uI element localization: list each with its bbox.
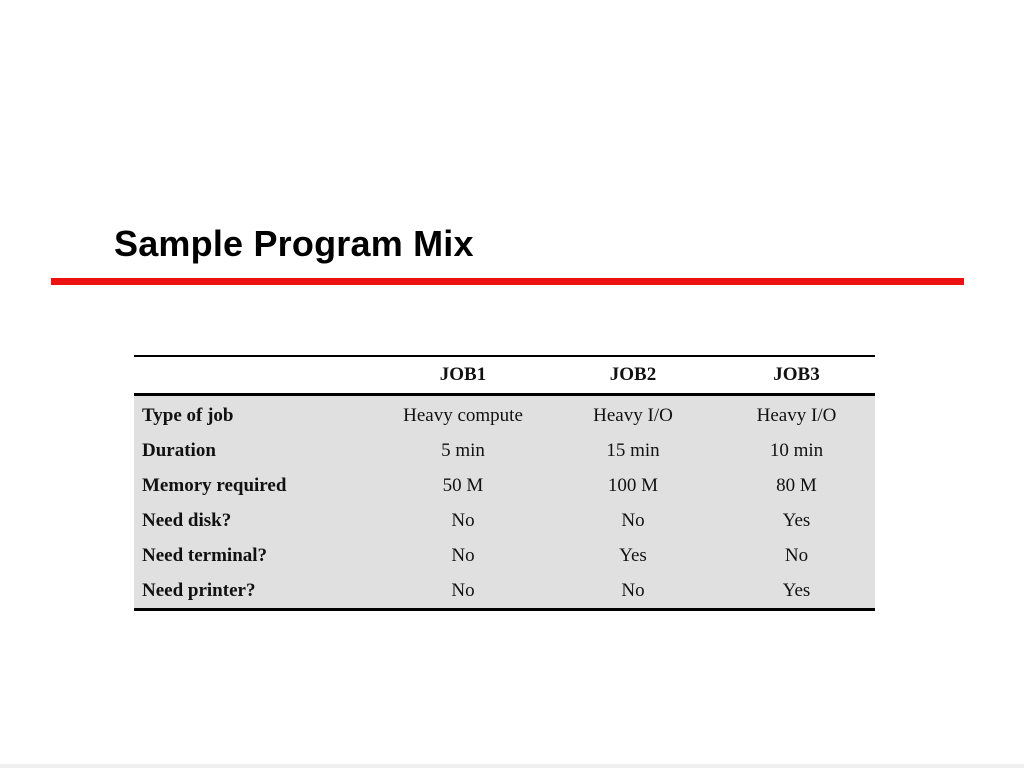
row-label-need-printer: Need printer? <box>142 579 256 601</box>
table-cell: No <box>451 509 475 531</box>
table-cell: 80 M <box>776 474 817 496</box>
row-label-duration: Duration <box>142 439 216 461</box>
table-row <box>134 538 875 573</box>
row-label-need-disk: Need disk? <box>142 509 232 531</box>
table-cell: Yes <box>619 544 647 566</box>
table-cell: Yes <box>782 579 811 601</box>
table-row <box>134 468 875 503</box>
table-cell: No <box>784 544 809 566</box>
program-mix-table-container <box>134 355 875 611</box>
header-job1: JOB1 <box>439 364 487 385</box>
table-cell: No <box>451 579 475 601</box>
header-job2: JOB2 <box>609 364 657 385</box>
table-cell: No <box>621 509 645 531</box>
table-row <box>134 433 875 468</box>
table-cell: Heavy I/O <box>593 404 673 426</box>
table-row <box>134 395 875 434</box>
table-cell: 15 min <box>606 439 660 461</box>
slide-title: Sample Program Mix <box>114 223 474 264</box>
row-label-memory-required: Memory required <box>142 474 287 496</box>
table-cell: Heavy compute <box>403 404 523 426</box>
row-label-type-of-job: Type of job <box>142 404 234 426</box>
table-cell: 5 min <box>441 439 485 461</box>
table-cell: Heavy I/O <box>756 404 837 426</box>
table-cell: 50 M <box>442 474 484 496</box>
table-cell: No <box>621 579 645 601</box>
table-cell: No <box>451 544 475 566</box>
table-cell: Yes <box>782 509 811 531</box>
table-cell: 10 min <box>769 439 824 461</box>
title-underline-rule <box>51 278 964 285</box>
header-job3: JOB3 <box>773 364 820 385</box>
slide-bottom-edge <box>0 764 1024 768</box>
row-label-need-terminal: Need terminal? <box>142 544 268 566</box>
table-row <box>134 503 875 538</box>
header-corner-cell <box>134 356 378 395</box>
table-header-row <box>134 356 875 395</box>
table-row <box>134 573 875 610</box>
program-mix-table <box>134 355 875 611</box>
table-cell: 100 M <box>607 474 659 496</box>
